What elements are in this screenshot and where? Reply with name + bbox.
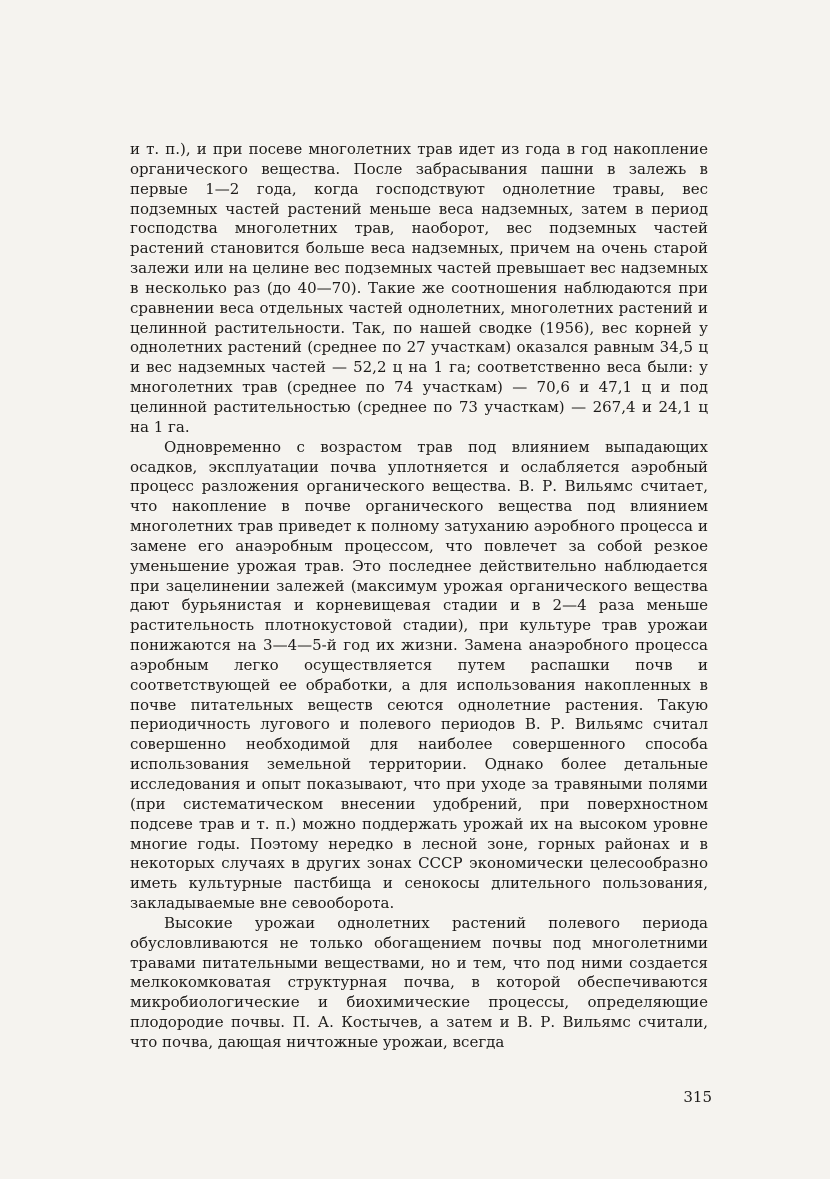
body-text [130,140,708,1053]
page-number: 315 [683,1088,712,1106]
paragraph-2: Одновременно с возрастом трав под влиянием выпадающих осадков, эксплуатации почва уплотняется и ослабляется аэробный процесс разложения органического вещества. В. Р. Вильямс считает, что накопление в почве органического вещества под влиянием многолетних трав приведет к полному затуханию аэробного процесса и замене его анаэробным процессом, что повлечет за собой резкое уменьшение урожая трав. Это последнее действительно наблюдается при зацелинении залежей (максимум урожая органического вещества дают бурьянистая и корневищевая стадии и в 2—4 раза меньше растительность плотнокустовой стадии), при культуре трав урожаи понижаются на 3—4—5-й год их жизни. Замена анаэробного процесса аэробным легко осуществляется путем распашки почв и соответствующей ее обработки, а для использования накопленных в почве питательных веществ сеются однолетние растения. Такую периодичность лугового и полевого периодов В. Р. Вильямс считал совершенно необходимой для наиболее совершенного способа использования земельной территории. Однако более детальные исследования и опыт показывают, что при уходе за травяными полями (при систематическом внесении удобрений, при поверхностном подсеве трав и т. п.) можно поддержать урожай их на высоком уровне многие годы. Поэтому нередко в лесной зоне, горных районах и в некоторых случаях в других зонах СССР экономически целесообразно иметь культурные пастбища и сенокосы длительного пользования, закладываемые вне севооборота. [130,437,708,913]
paragraph-1: и т. п.), и при посеве многолетних трав идет из года в год накопление органического вещества. После забрасывания пашни в залежь в первые 1—2 года, когда господствуют однолетние травы, вес подземных частей растений меньше веса надземных, затем в период господства многолетних трав, наоборот, вес подземных частей растений становится больше веса надземных, причем на очень старой залежи или на целине вес подземных частей превышает вес надземных в несколько раз (до 40—70). Такие же соотношения наблюдаются при сравнении веса отдельных частей однолетних, многолетних растений и целинной растительности. Так, по нашей сводке (1956), вес корней у однолетних растений (среднее по 27 участкам) оказался равным 34,5 ц и вес надземных частей — 52,2 ц на 1 га; соответственно веса были: у многолетних трав (среднее по 74 участкам) — 70,6 и 47,1 ц и под целинной растительностью (среднее по 73 участкам) — 267,4 и 24,1 ц на 1 га. [130,140,708,436]
paragraph-3: Высокие урожаи однолетних растений полевого периода обусловливаются не только обогащением почвы под многолетними травами питательными веществами, но и тем, что под ними создается мелкокомковатая структурная почва, в которой обеспечиваются микробиологические и биохимические процессы, определяющие плодородие почвы. П. А. Костычев, а затем и В. Р. Вильямс считали, что почва, дающая ничтожные урожаи, всегда [130,913,708,1051]
